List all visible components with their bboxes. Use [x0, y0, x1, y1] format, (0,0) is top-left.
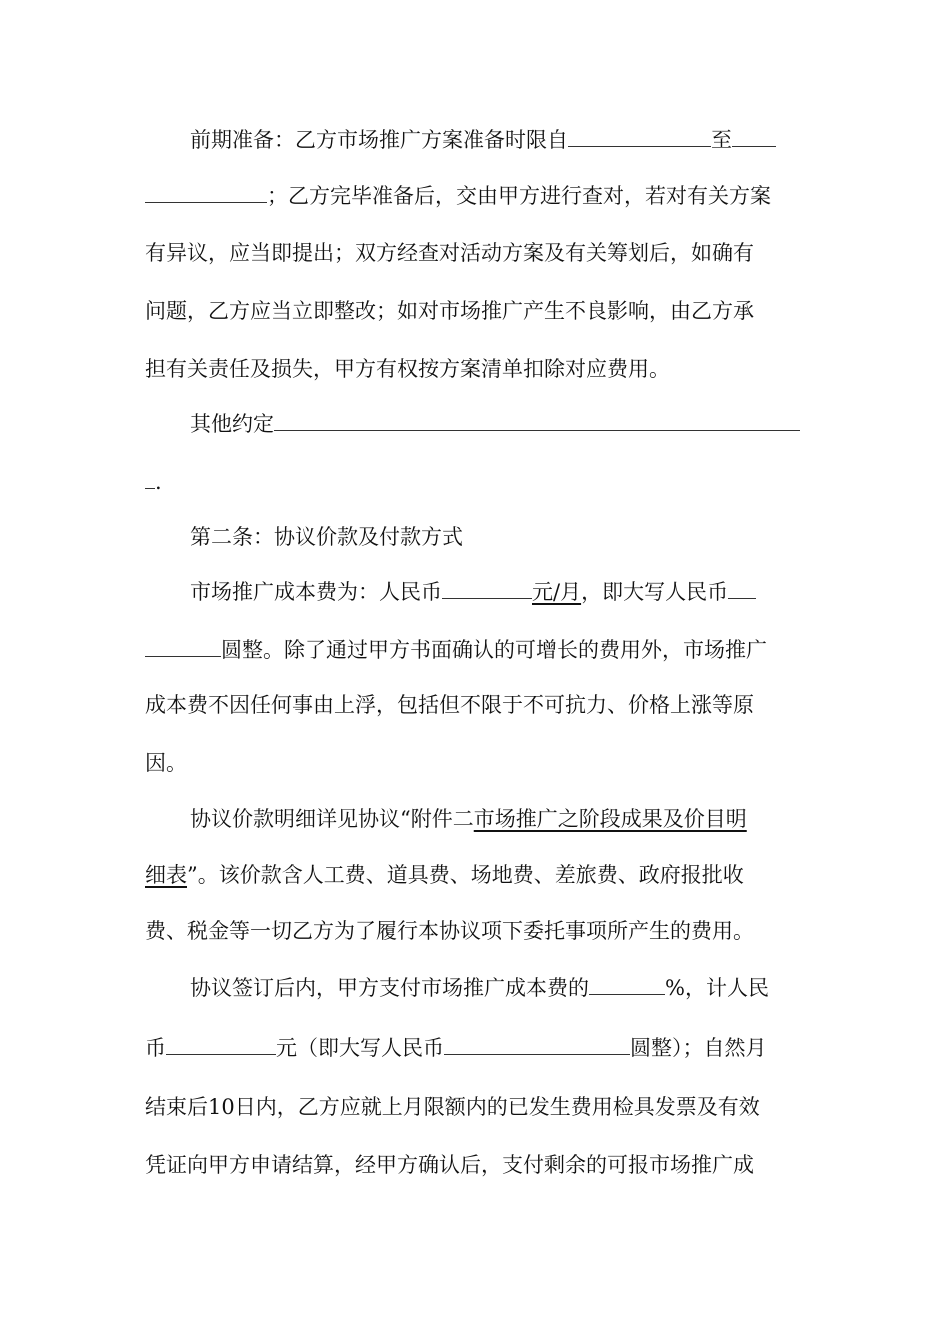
- cost-line-1: [145, 576, 850, 606]
- attachment-2-reference-b: 细表: [145, 863, 187, 887]
- detail-line-3: 费、税金等一切乙方为了履行本协议项下委托事项所产生的费用。: [145, 919, 754, 943]
- prep-line-2: [145, 180, 805, 210]
- detail-line-1: [145, 804, 850, 834]
- cost-capital-blank-a: [728, 576, 756, 599]
- payment-mid: 元（即大写人民币: [276, 1036, 444, 1060]
- prep-end-blank-a: [732, 124, 776, 147]
- detail-line-2-text: ”。该价款含人工费、道具费、场地费、差旅费、政府报批收: [187, 863, 744, 887]
- payment-amount-blank: [166, 1032, 276, 1055]
- payment-line-3: 结束后10日内，乙方应就上月限额内的已发生费用检具发票及有效: [145, 1095, 760, 1119]
- other-line-2: [145, 466, 805, 496]
- prep-line-2-text: ；乙方完毕准备后，交由甲方进行查对，若对有关方案: [267, 184, 771, 208]
- payment-prefix: 协议签订后内，甲方支付市场推广成本费的: [190, 976, 589, 1000]
- payment-line-4: 凭证向甲方申请结算，经甲方确认后，支付剩余的可报市场推广成: [145, 1153, 754, 1177]
- cost-line-2-text: 圆整。除了通过甲方书面确认的可增长的费用外，市场推广: [221, 638, 767, 662]
- other-line-1: [145, 408, 850, 438]
- prep-to-text: 至: [711, 128, 732, 152]
- prep-line-3: 有异议，应当即提出；双方经查对活动方案及有关筹划后，如确有: [145, 241, 754, 265]
- payment-currency: 币: [145, 1036, 166, 1060]
- cost-suffix: ，即大写人民币: [581, 580, 729, 604]
- payment-capital-blank: [444, 1032, 630, 1055]
- payment-percent-suffix: %，计人民: [665, 976, 769, 1000]
- other-end-mark: .: [155, 470, 162, 494]
- payment-line-2-suffix: 圆整）；自然月: [630, 1036, 767, 1060]
- detail-line-2: [145, 860, 805, 890]
- cost-unit: 元/月: [532, 580, 582, 604]
- prep-line-1: [145, 124, 850, 154]
- other-blank-a: [274, 408, 800, 431]
- cost-prefix: 市场推广成本费为：人民币: [190, 580, 442, 604]
- cost-capital-blank-b: [145, 634, 221, 657]
- prep-text: 前期准备：乙方市场推广方案准备时限自: [190, 128, 568, 152]
- cost-amount-blank: [442, 576, 532, 599]
- prep-line-4: 问题，乙方应当立即整改；如对市场推广产生不良影响，由乙方承: [145, 299, 754, 323]
- prep-end-blank-b: [145, 180, 267, 203]
- prep-line-5: 担有关责任及损失，甲方有权按方案清单扣除对应费用。: [145, 357, 670, 381]
- detail-prefix: 协议价款明细详见协议“附件二: [190, 807, 474, 831]
- cost-line-2: [145, 634, 805, 664]
- article-2-title: 第二条：协议价款及付款方式: [190, 525, 463, 549]
- attachment-2-reference-a: 市场推广之阶段成果及价目明: [473, 807, 747, 831]
- payment-percent-blank: [589, 972, 665, 995]
- other-blank-b: [145, 466, 155, 489]
- cost-line-3: 成本费不因任何事由上浮，包括但不限于不可抗力、价格上涨等原: [145, 693, 754, 717]
- cost-line-4: 因。: [145, 751, 187, 775]
- prep-start-blank: [568, 124, 711, 147]
- other-label: 其他约定: [190, 412, 274, 436]
- payment-line-1: [145, 972, 850, 1002]
- payment-line-2: [145, 1032, 805, 1062]
